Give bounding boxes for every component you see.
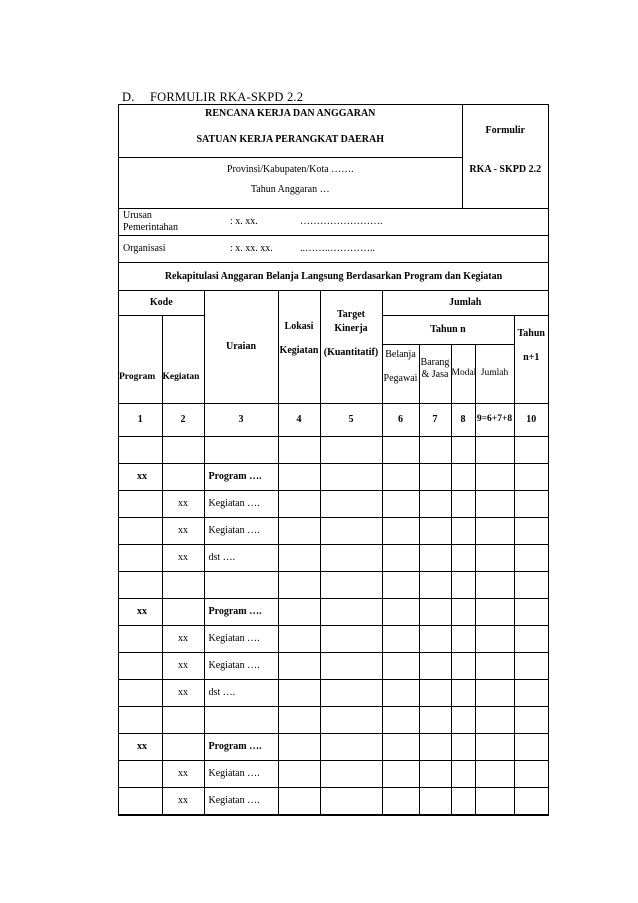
cell-empty: [278, 680, 320, 707]
cell-kegiatan: xx: [162, 626, 204, 653]
cell-kegiatan: [162, 464, 204, 491]
col-lokasi-line1: Lokasi: [284, 321, 314, 332]
header-year: Tahun Anggaran …: [119, 182, 462, 209]
cell-empty: [514, 788, 548, 815]
section-number: D.: [122, 90, 135, 104]
cell-empty: [475, 572, 514, 599]
cell-empty: [320, 761, 382, 788]
col-kode: Kode: [119, 291, 204, 316]
cell-kegiatan: [162, 734, 204, 761]
col-target-line2: Kinerja: [334, 323, 368, 334]
cell-empty: [382, 734, 419, 761]
org-code: : x. xx. xx.: [206, 236, 286, 263]
cell-program: [119, 626, 162, 653]
cell-empty: [419, 518, 451, 545]
cell-empty: [119, 572, 162, 599]
cell-empty: [382, 626, 419, 653]
cell-empty: [278, 707, 320, 734]
cell-uraian: dst ….: [204, 545, 278, 572]
column-number: 9=6+7+8: [475, 404, 514, 437]
cell-empty: [419, 572, 451, 599]
cell-empty: [514, 545, 548, 572]
cell-empty: [320, 491, 382, 518]
budget-table: [119, 290, 548, 815]
cell-empty: [514, 464, 548, 491]
cell-empty: [382, 464, 419, 491]
column-number-row: [119, 404, 548, 437]
col-tahun-n1: [514, 316, 548, 404]
cell-empty: [320, 572, 382, 599]
col-kegiatan: Kegiatan: [162, 316, 204, 404]
cell-empty: [475, 626, 514, 653]
cell-empty: [320, 518, 382, 545]
table-row: [119, 518, 548, 545]
cell-empty: [451, 707, 475, 734]
column-number: 1: [119, 404, 162, 437]
cell-empty: [514, 599, 548, 626]
cell-empty: [451, 491, 475, 518]
cell-empty: [451, 545, 475, 572]
cell-empty: [451, 518, 475, 545]
urusan-value: …………………….: [286, 209, 548, 236]
cell-empty: [475, 680, 514, 707]
table-row: [119, 653, 548, 680]
cell-empty: [419, 734, 451, 761]
col-belanja-line2: Pegawai: [383, 373, 418, 384]
cell-program: [119, 518, 162, 545]
cell-empty: [204, 437, 278, 464]
cell-empty: [514, 707, 548, 734]
table-row: [119, 626, 548, 653]
col-program: Program: [119, 316, 162, 404]
col-tahun-n1-line2: n+1: [523, 352, 540, 363]
cell-empty: [278, 788, 320, 815]
cell-empty: [382, 680, 419, 707]
cell-empty: [451, 599, 475, 626]
col-target: [320, 291, 382, 404]
cell-empty: [451, 626, 475, 653]
table-row: [119, 599, 548, 626]
cell-empty: [419, 464, 451, 491]
col-barang-jasa: [419, 345, 451, 404]
cell-empty: [320, 653, 382, 680]
cell-empty: [320, 626, 382, 653]
cell-uraian: Kegiatan ….: [204, 626, 278, 653]
col-lokasi: [278, 291, 320, 404]
cell-program: xx: [119, 599, 162, 626]
cell-empty: [162, 437, 204, 464]
recap-title: Rekapitulasi Anggaran Belanja Langsung Berdasarkan Program dan Kegiatan: [119, 263, 548, 291]
col-target-line1: Target: [337, 309, 365, 320]
cell-empty: [419, 788, 451, 815]
header-line2: SATUAN KERJA PERANGKAT DAERAH: [119, 123, 462, 158]
cell-program: [119, 680, 162, 707]
cell-empty: [320, 707, 382, 734]
cell-program: [119, 491, 162, 518]
spacer-row: [119, 572, 548, 599]
col-tahun-n1-line1: Tahun: [517, 328, 545, 339]
cell-empty: [451, 464, 475, 491]
cell-empty: [278, 545, 320, 572]
col-barang-line1: Barang: [420, 357, 450, 368]
cell-empty: [475, 491, 514, 518]
cell-empty: [475, 761, 514, 788]
cell-empty: [514, 761, 548, 788]
cell-empty: [320, 788, 382, 815]
cell-empty: [320, 464, 382, 491]
cell-empty: [382, 761, 419, 788]
cell-program: xx: [119, 734, 162, 761]
cell-uraian: Kegiatan ….: [204, 518, 278, 545]
cell-empty: [320, 545, 382, 572]
org-value: ..……..…………..: [286, 236, 548, 263]
form-frame: [118, 104, 549, 816]
cell-empty: [419, 491, 451, 518]
cell-uraian: Kegiatan ….: [204, 653, 278, 680]
cell-empty: [475, 707, 514, 734]
section-title: [122, 90, 303, 105]
cell-empty: [382, 599, 419, 626]
cell-empty: [278, 626, 320, 653]
column-number: 4: [278, 404, 320, 437]
cell-empty: [514, 518, 548, 545]
form-header: [119, 105, 548, 209]
section-title-text: FORMULIR RKA-SKPD 2.2: [150, 90, 304, 104]
cell-empty: [514, 572, 548, 599]
cell-empty: [382, 707, 419, 734]
cell-empty: [278, 653, 320, 680]
cell-empty: [162, 572, 204, 599]
cell-uraian: Program ….: [204, 599, 278, 626]
cell-empty: [514, 437, 548, 464]
cell-empty: [278, 464, 320, 491]
cell-empty: [475, 518, 514, 545]
cell-empty: [419, 653, 451, 680]
cell-program: [119, 761, 162, 788]
header-line1: RENCANA KERJA DAN ANGGARAN: [205, 108, 376, 119]
org-label: Organisasi: [119, 236, 206, 263]
cell-empty: [419, 437, 451, 464]
cell-empty: [475, 545, 514, 572]
cell-empty: [419, 599, 451, 626]
cell-empty: [204, 707, 278, 734]
cell-empty: [514, 626, 548, 653]
cell-empty: [514, 680, 548, 707]
cell-empty: [419, 707, 451, 734]
cell-empty: [382, 572, 419, 599]
cell-empty: [451, 653, 475, 680]
col-uraian: Uraian: [204, 291, 278, 404]
cell-kegiatan: xx: [162, 680, 204, 707]
cell-empty: [278, 572, 320, 599]
cell-program: xx: [119, 464, 162, 491]
cell-kegiatan: xx: [162, 761, 204, 788]
column-number: 3: [204, 404, 278, 437]
cell-empty: [119, 437, 162, 464]
cell-empty: [475, 734, 514, 761]
cell-empty: [451, 734, 475, 761]
cell-empty: [278, 437, 320, 464]
cell-empty: [382, 788, 419, 815]
cell-empty: [419, 626, 451, 653]
cell-empty: [278, 599, 320, 626]
urusan-label: Urusan Pemerintahan: [119, 209, 206, 236]
cell-empty: [320, 680, 382, 707]
cell-empty: [419, 545, 451, 572]
table-row: [119, 545, 548, 572]
cell-empty: [451, 761, 475, 788]
cell-kegiatan: xx: [162, 788, 204, 815]
cell-program: [119, 788, 162, 815]
cell-empty: [162, 707, 204, 734]
table-row: [119, 761, 548, 788]
cell-uraian: Kegiatan ….: [204, 788, 278, 815]
cell-empty: [320, 734, 382, 761]
cell-empty: [475, 437, 514, 464]
table-row: [119, 680, 548, 707]
table-row: [119, 464, 548, 491]
cell-empty: [419, 680, 451, 707]
formulir-code: RKA - SKPD 2.2: [462, 158, 548, 209]
cell-empty: [514, 653, 548, 680]
cell-empty: [514, 734, 548, 761]
cell-empty: [204, 572, 278, 599]
cell-kegiatan: xx: [162, 545, 204, 572]
cell-empty: [320, 599, 382, 626]
cell-empty: [382, 437, 419, 464]
cell-empty: [119, 707, 162, 734]
table-body: [119, 437, 548, 815]
urusan-code: : x. xx.: [206, 209, 286, 236]
cell-empty: [278, 518, 320, 545]
cell-empty: [382, 491, 419, 518]
info-table: [119, 208, 548, 291]
cell-empty: [514, 491, 548, 518]
cell-kegiatan: xx: [162, 518, 204, 545]
cell-kegiatan: xx: [162, 653, 204, 680]
cell-empty: [419, 761, 451, 788]
cell-uraian: Program ….: [204, 734, 278, 761]
cell-kegiatan: xx: [162, 491, 204, 518]
column-number: 2: [162, 404, 204, 437]
col-lokasi-line2: Kegiatan: [279, 345, 319, 356]
col-belanja-pegawai: [382, 345, 419, 404]
table-row: [119, 734, 548, 761]
column-number: 8: [451, 404, 475, 437]
spacer-row: [119, 707, 548, 734]
col-jumlah: Jumlah: [382, 291, 548, 316]
cell-uraian: Kegiatan ….: [204, 761, 278, 788]
cell-empty: [451, 572, 475, 599]
table-row: [119, 491, 548, 518]
column-number: 6: [382, 404, 419, 437]
cell-empty: [278, 491, 320, 518]
col-target-line3: (Kuantitatif): [323, 347, 379, 358]
cell-kegiatan: [162, 599, 204, 626]
cell-uraian: Kegiatan ….: [204, 491, 278, 518]
column-number: 7: [419, 404, 451, 437]
cell-uraian: Program ….: [204, 464, 278, 491]
cell-program: [119, 545, 162, 572]
cell-empty: [278, 761, 320, 788]
column-number: 10: [514, 404, 548, 437]
col-modal: Modal: [451, 345, 475, 404]
cell-empty: [451, 437, 475, 464]
col-jumlah-sub: Jumlah: [475, 345, 514, 404]
cell-empty: [382, 545, 419, 572]
col-belanja-line1: Belanja: [385, 349, 416, 360]
col-tahun-n: Tahun n: [382, 316, 514, 345]
formulir-label: Formulir: [462, 105, 548, 158]
cell-empty: [382, 518, 419, 545]
spacer-row: [119, 437, 548, 464]
cell-empty: [475, 653, 514, 680]
cell-program: [119, 653, 162, 680]
cell-uraian: dst ….: [204, 680, 278, 707]
cell-empty: [475, 464, 514, 491]
cell-empty: [451, 680, 475, 707]
cell-empty: [475, 599, 514, 626]
table-row: [119, 788, 548, 815]
cell-empty: [320, 437, 382, 464]
cell-empty: [278, 734, 320, 761]
cell-empty: [451, 788, 475, 815]
col-barang-line2: & Jasa: [421, 369, 449, 380]
cell-empty: [475, 788, 514, 815]
header-region: Provinsi/Kabupaten/Kota …….: [226, 164, 354, 175]
column-number: 5: [320, 404, 382, 437]
cell-empty: [382, 653, 419, 680]
